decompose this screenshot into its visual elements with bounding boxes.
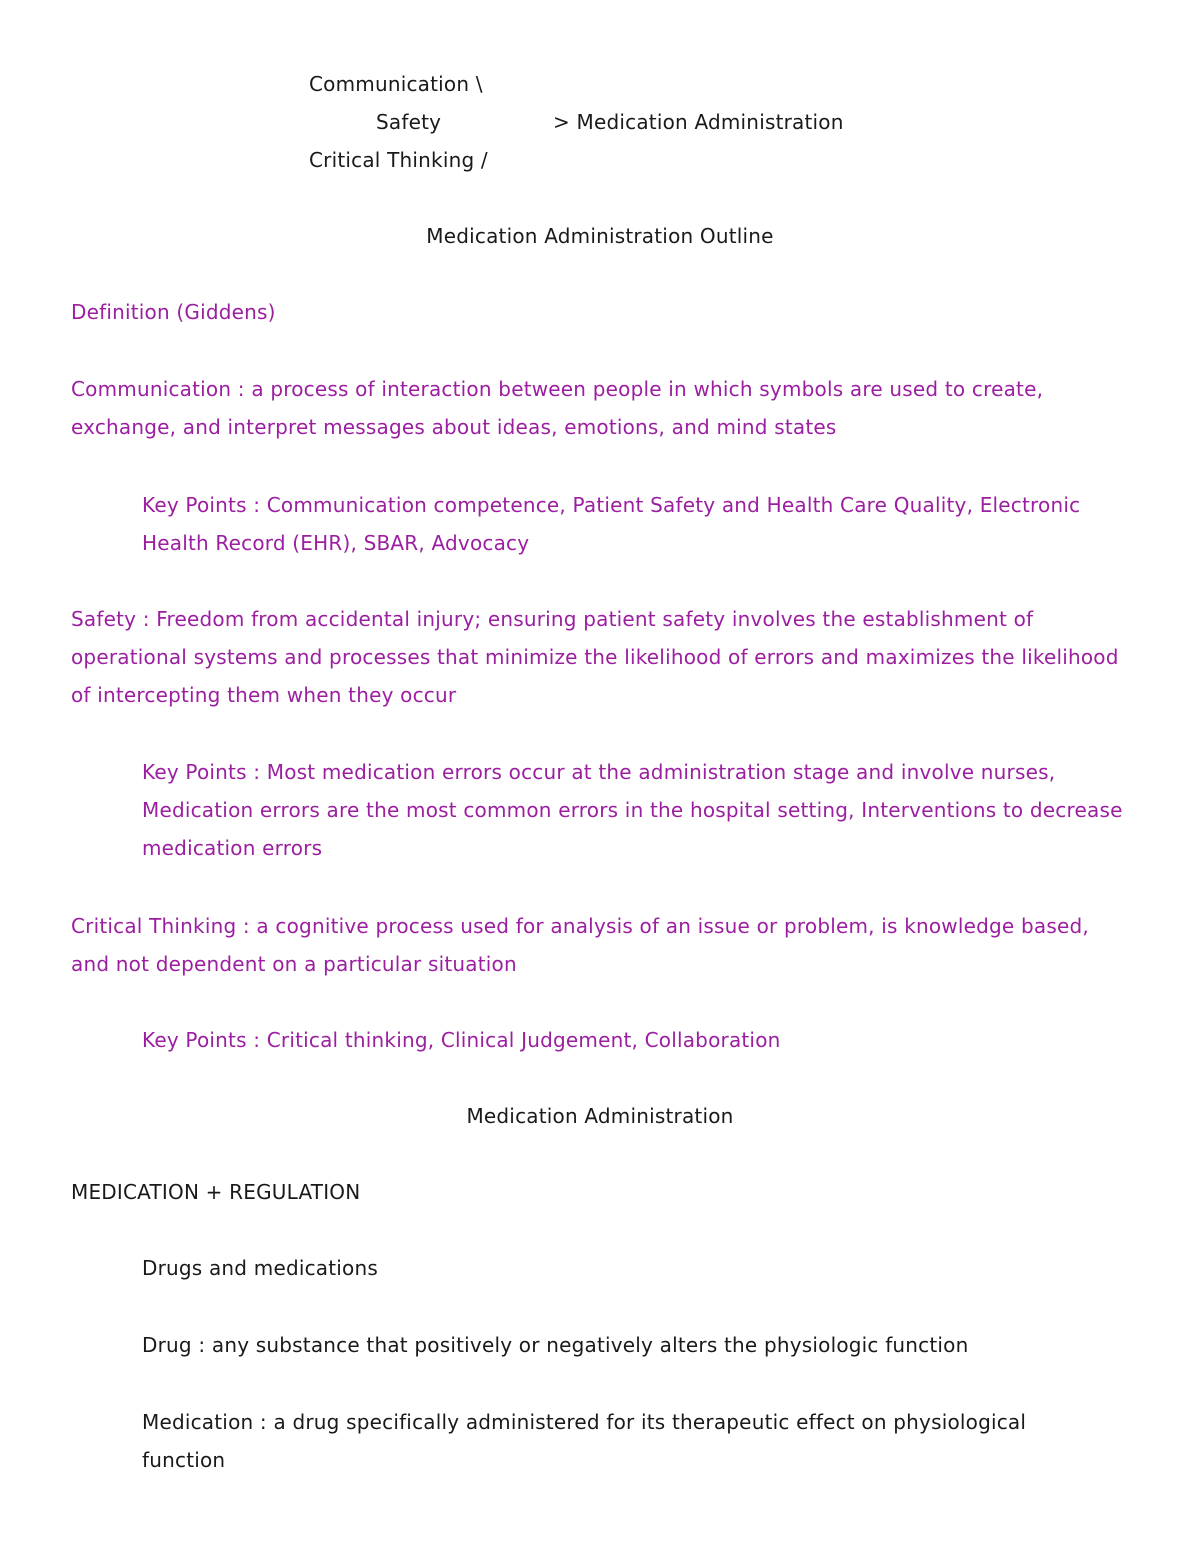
communication-definition [71,370,1131,446]
safety-key-points [142,753,1142,867]
diagram-arrow-medication-administration: > Medication Administration [553,110,844,134]
diagram-line-safety: Safety [376,110,442,134]
communication-key-text: Communication competence, Patient Safety and Health Care Quality, Electronic Health Record (EHR), SBAR, Advocacy [142,493,1081,555]
critical-thinking-term: Critical Thinking [71,914,237,938]
medication-term: Medication [142,1410,254,1434]
communication-key-label: Key Points [142,493,247,517]
critical-thinking-key-label: Key Points [142,1028,247,1052]
safety-text: Freedom from accidental injury; ensuring patient safety involves the establishment of operational systems and processes that minimize the likelihood of errors and maximizes the likelihood of intercepting them when they occur [71,607,1119,707]
diagram-line-communication: Communication \ [309,72,483,96]
safety-separator: : [136,607,157,631]
medication-text: a drug specifically administered for its therapeutic effect on physiological function [142,1410,1027,1472]
definition-heading: Definition (Giddens) [71,300,276,324]
critical-thinking-key-separator: : [246,1028,267,1052]
communication-key-points [142,486,1142,562]
safety-key-separator: : [246,760,267,784]
diagram-line-critical-thinking: Critical Thinking / [309,148,488,172]
critical-thinking-key-points [142,1021,1142,1059]
drugs-heading: Drugs and medications [142,1256,378,1280]
section-title: Medication Administration [466,1104,734,1128]
drug-separator: : [191,1333,212,1357]
medication-separator: : [253,1410,274,1434]
outline-title: Medication Administration Outline [426,224,774,248]
subsection-heading: MEDICATION + REGULATION [71,1180,361,1204]
drug-term: Drug [142,1333,192,1357]
communication-key-separator: : [246,493,267,517]
safety-key-label: Key Points [142,760,247,784]
safety-term: Safety [71,607,137,631]
critical-thinking-definition [71,907,1131,983]
safety-definition [71,600,1141,714]
drug-text: any substance that positively or negatively alters the physiologic function [211,1333,969,1357]
communication-term: Communication [71,377,232,401]
medication-definition [142,1403,1062,1479]
drug-definition [142,1326,1142,1364]
communication-separator: : [231,377,252,401]
critical-thinking-key-text: Critical thinking, Clinical Judgement, Collaboration [266,1028,781,1052]
safety-key-text: Most medication errors occur at the administration stage and involve nurses, Medication errors are the most common errors in the hospital setting, Interventions to decrease medication errors [142,760,1123,860]
critical-thinking-separator: : [236,914,257,938]
critical-thinking-text: a cognitive process used for analysis of an issue or problem, is knowledge based, and not dependent on a particular situation [71,914,1089,976]
communication-text: a process of interaction between people in which symbols are used to create, exchange, and interpret messages about ideas, emotions, and mind states [71,377,1044,439]
